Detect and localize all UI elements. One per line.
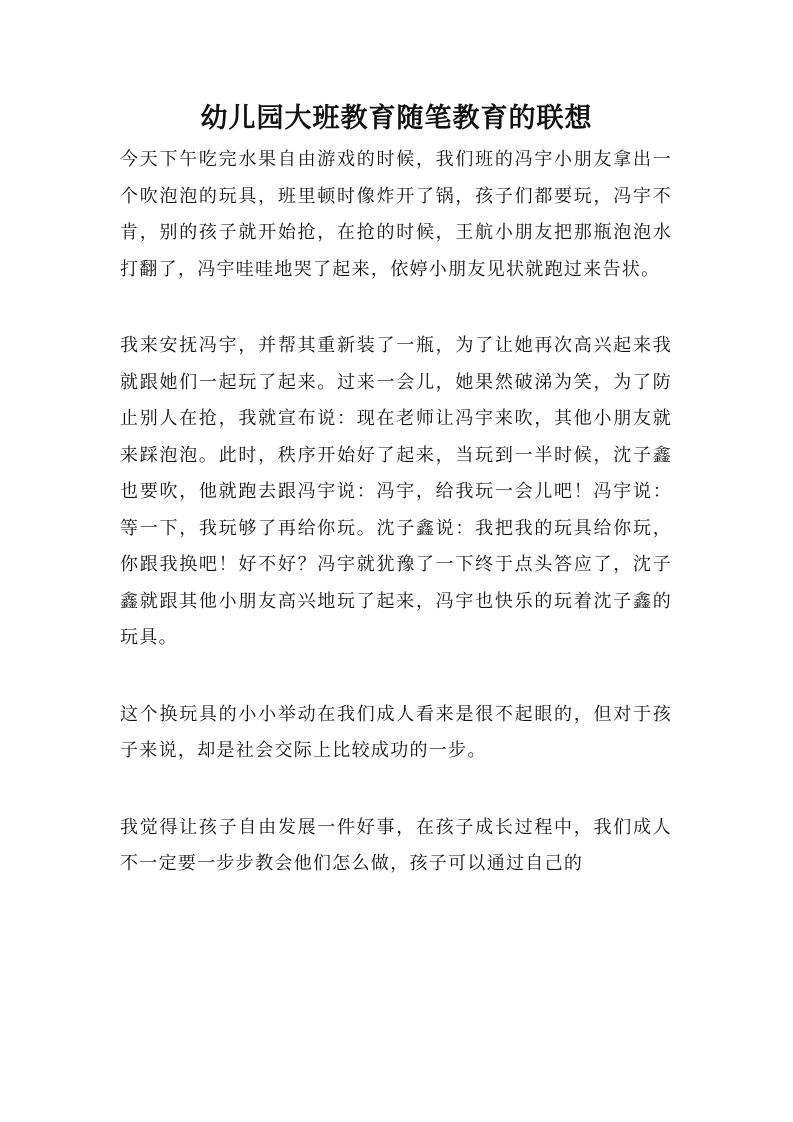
paragraph-4: 我觉得让孩子自由发展一件好事，在孩子成长过程中，我们成人不一定要一步步教会他们怎么做，孩子可以通过自己的 — [120, 816, 672, 874]
document-title: 幼儿园大班教育随笔教育的联想 — [200, 103, 593, 134]
paragraph-1: 今天下午吃完水果自由游戏的时候，我们班的冯宇小朋友拿出一个吹泡泡的玩具，班里顿时像炸开了锅，孩子们都要玩，冯宇不肯，别的孩子就开始抢，在抢的时候，王航小朋友把那瓶泡泡水打翻了，冯宇哇哇地哭了起来，依婷小朋友见状就跑过来告状。 — [120, 149, 672, 280]
document-body — [120, 142, 672, 923]
paragraph-2: 我来安抚冯宇，并帮其重新装了一瓶，为了让她再次高兴起来我就跟她们一起玩了起来。过来一会儿，她果然破涕为笑，为了防止别人在抢，我就宣布说：现在老师让冯宇来吹，其他小朋友就来踩泡泡。此时，秩序开始好了起来，当玩到一半时候，沈子鑫也要吹，他就跑去跟冯宇说：冯宇，给我玩一会儿吧！冯宇说：等一下，我玩够了再给你玩。沈子鑫说：我把我的玩具给你玩，你跟我换吧！好不好？冯宇就犹豫了一下终于点头答应了，沈子鑫就跟其他小朋友高兴地玩了起来，冯宇也快乐的玩着沈子鑫的玩具。 — [120, 335, 672, 648]
paragraph-3: 这个换玩具的小小举动在我们成人看来是很不起眼的，但对于孩子来说，却是社会交际上比较成功的一步。 — [120, 703, 672, 761]
